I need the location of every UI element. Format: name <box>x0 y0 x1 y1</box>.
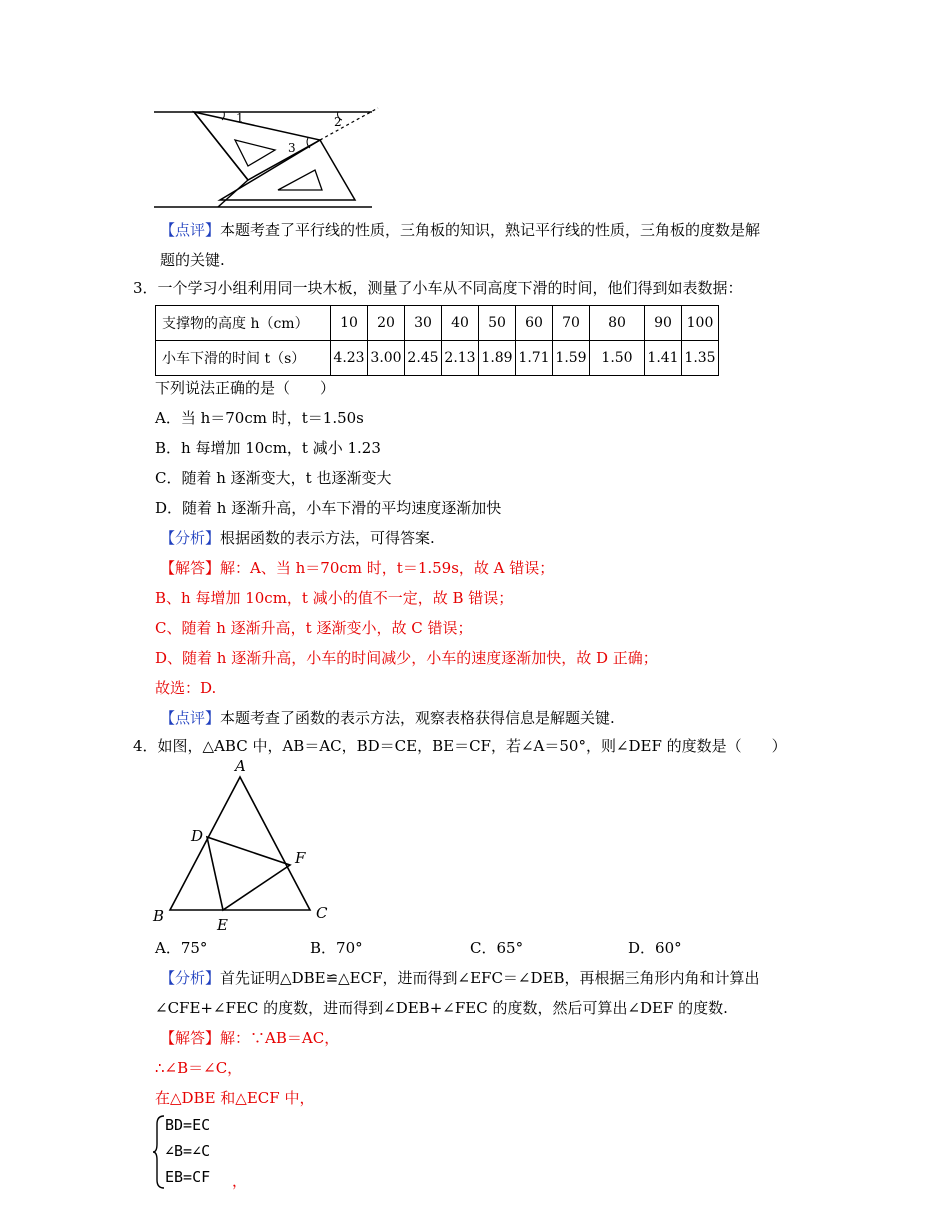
equation-tail: ， <box>232 1172 248 1190</box>
table-cell: 1.35 <box>682 341 719 376</box>
vertex-label-c: C <box>316 904 328 922</box>
q4-solution-line2: ∴∠B＝∠C， <box>155 1059 243 1077</box>
table-cell: 90 <box>645 306 682 341</box>
equation-line-1: BD=EC <box>165 1116 211 1134</box>
q4-stem: 4．如图，△ABC 中，AB＝AC，BD＝CE，BE＝CF，若∠A＝50°，则∠DEF 的度数是（ ） <box>133 737 787 755</box>
q3-stem: 3．一个学习小组利用同一块木板，测量了小车从不同高度下滑的时间，他们得到如表数据： <box>133 279 743 297</box>
table-cell: 50 <box>479 306 516 341</box>
dashed-extension <box>320 108 378 140</box>
table-cell: 40 <box>442 306 479 341</box>
q3-solution-line4: D、随着 h 逐渐升高，小车的时间减少，小车的速度逐渐加快，故 D 正确； <box>155 649 658 667</box>
table-cell: 2.13 <box>442 341 479 376</box>
equation-line-2: ∠B=∠C <box>165 1142 211 1160</box>
vertex-label-d: D <box>191 827 204 845</box>
q4-option-c: C．65° <box>470 939 524 957</box>
parallel-lines-figure <box>150 100 390 215</box>
set-square-upper-hole <box>235 140 275 166</box>
height-time-table <box>155 305 719 376</box>
table-cell: 20 <box>368 306 405 341</box>
table-cell: 4.23 <box>331 341 368 376</box>
table-cell: 1.41 <box>645 341 682 376</box>
table-cell: 1.50 <box>590 341 645 376</box>
angle-label-3: 3 <box>288 141 296 155</box>
q3-option-c: C．随着 h 逐渐变大，t 也逐渐变大 <box>155 469 392 487</box>
q2-comment-line1: 【点评】本题考查了平行线的性质，三角板的知识，熟记平行线的性质，三角板的度数是解 <box>160 221 761 239</box>
table-cell: 2.45 <box>405 341 442 376</box>
equation-line-3: EB=CF <box>165 1168 211 1186</box>
row-header-time: 小车下滑的时间 t（s） <box>156 341 331 376</box>
vertex-label-f: F <box>295 849 306 867</box>
q4-option-d: D．60° <box>628 939 682 957</box>
table-row-time <box>156 341 719 376</box>
q2-comment-line2: 题的关键. <box>160 251 225 269</box>
q4-solution-line3: 在△DBE 和△ECF 中， <box>155 1089 315 1107</box>
comment-tag: 【点评】 <box>160 221 221 239</box>
vertex-label-b: B <box>153 907 165 925</box>
vertex-label-e: E <box>217 916 228 934</box>
row-header-height: 支撑物的高度 h（cm） <box>156 306 331 341</box>
table-cell: 60 <box>516 306 553 341</box>
table-cell: 1.71 <box>516 341 553 376</box>
q3-question: 下列说法正确的是（ ） <box>155 379 336 397</box>
vertex-label-a: A <box>235 757 246 775</box>
table-cell: 1.59 <box>553 341 590 376</box>
analysis-tag: 【分析】 <box>160 529 221 547</box>
analysis-tag: 【分析】 <box>160 969 221 987</box>
q3-solution-line3: C、随着 h 逐渐升高，t 逐渐变小，故 C 错误； <box>155 619 473 637</box>
q4-analysis-line1: 【分析】首先证明△DBE≌△ECF，进而得到∠EFC＝∠DEB，再根据三角形内角和计算出 <box>160 969 760 987</box>
angle-label-2: 2 <box>334 115 342 129</box>
q3-option-b: B．h 每增加 10cm，t 减小 1.23 <box>155 439 381 457</box>
q3-solution-line5: 故选：D. <box>155 679 217 697</box>
q3-option-a: A．当 h＝70cm 时，t＝1.50s <box>155 409 364 427</box>
table-cell: 3.00 <box>368 341 405 376</box>
table-cell: 80 <box>590 306 645 341</box>
table-cell: 100 <box>682 306 719 341</box>
table-cell: 1.89 <box>479 341 516 376</box>
table-cell: 30 <box>405 306 442 341</box>
q3-option-d: D．随着 h 逐渐升高，小车下滑的平均速度逐渐加快 <box>155 499 502 517</box>
table-cell: 70 <box>553 306 590 341</box>
table-row-height <box>156 306 719 341</box>
q3-comment: 【点评】本题考查了函数的表示方法，观察表格获得信息是解题关键. <box>160 709 615 727</box>
q4-option-a: A．75° <box>155 939 208 957</box>
triangle-figure <box>145 755 345 935</box>
q3-solution-line1: 【解答】解：A、当 h＝70cm 时，t＝1.59s，故 A 错误； <box>160 559 555 577</box>
q4-option-b: B．70° <box>310 939 363 957</box>
table-cell: 10 <box>331 306 368 341</box>
q3-solution-line2: B、h 每增加 10cm，t 减小的值不一定，故 B 错误； <box>155 589 514 607</box>
q3-analysis: 【分析】根据函数的表示方法，可得答案. <box>160 529 435 547</box>
q4-solution-line1: 【解答】解：∵AB＝AC， <box>160 1029 340 1047</box>
comment-tag: 【点评】 <box>160 709 221 727</box>
q4-analysis-line2: ∠CFE+∠FEC 的度数，进而得到∠DEB+∠FEC 的度数，然后可算出∠DEF 的度数. <box>155 999 728 1017</box>
set-square-lower-hole <box>278 170 322 190</box>
angle-label-1: 1 <box>236 111 244 125</box>
equation-brace <box>152 1114 166 1190</box>
